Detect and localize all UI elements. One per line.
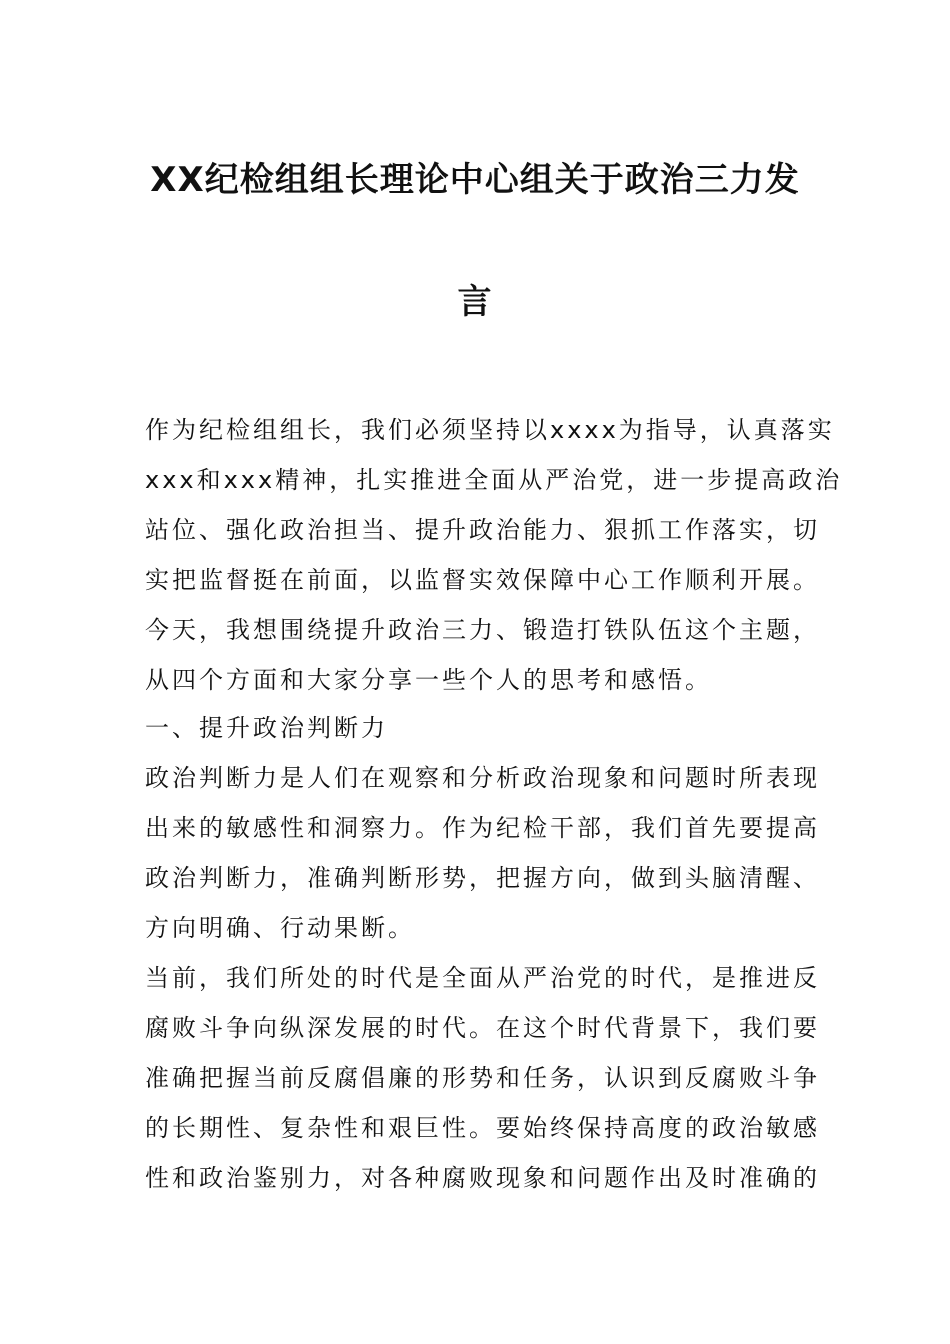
body-line-3: 站位、强化政治担当、提升政治能力、狠抓工作落实，切 [145,516,820,544]
body-line-5: 今天，我想围绕提升政治三力、锻造打铁队伍这个主题， [145,616,820,644]
body-line-14: 准确把握当前反腐倡廉的形势和任务，认识到反腐败斗争 [145,1064,820,1092]
document-title-line-1: XX纪检组组长理论中心组关于政治三力发 [150,160,800,200]
body-line-12: 当前，我们所处的时代是全面从严治党的时代，是推进反 [145,964,820,992]
section-heading-1: 一、提升政治判断力 [145,714,388,742]
body-line-8: 政治判断力是人们在观察和分析政治现象和问题时所表现 [145,764,820,792]
document-title-line-2: 言 [457,282,493,322]
body-line-4: 实把监督挺在前面，以监督实效保障中心工作顺利开展。 [145,566,820,594]
body-line-16: 性和政治鉴别力，对各种腐败现象和问题作出及时准确的 [145,1164,820,1192]
body-line-2: xxx和xxx精神，扎实推进全面从严治党，进一步提高政治 [145,466,843,494]
body-line-1: 作为纪检组组长，我们必须坚持以xxxx为指导，认真落实 [145,416,835,444]
body-line-9: 出来的敏感性和洞察力。作为纪检干部，我们首先要提高 [145,814,820,842]
body-line-6: 从四个方面和大家分享一些个人的思考和感悟。 [145,666,712,694]
body-line-13: 腐败斗争向纵深发展的时代。在这个时代背景下，我们要 [145,1014,820,1042]
body-line-15: 的长期性、复杂性和艰巨性。要始终保持高度的政治敏感 [145,1114,820,1142]
body-line-10: 政治判断力，准确判断形势，把握方向，做到头脑清醒、 [145,864,820,892]
body-line-11: 方向明确、行动果断。 [145,914,415,942]
